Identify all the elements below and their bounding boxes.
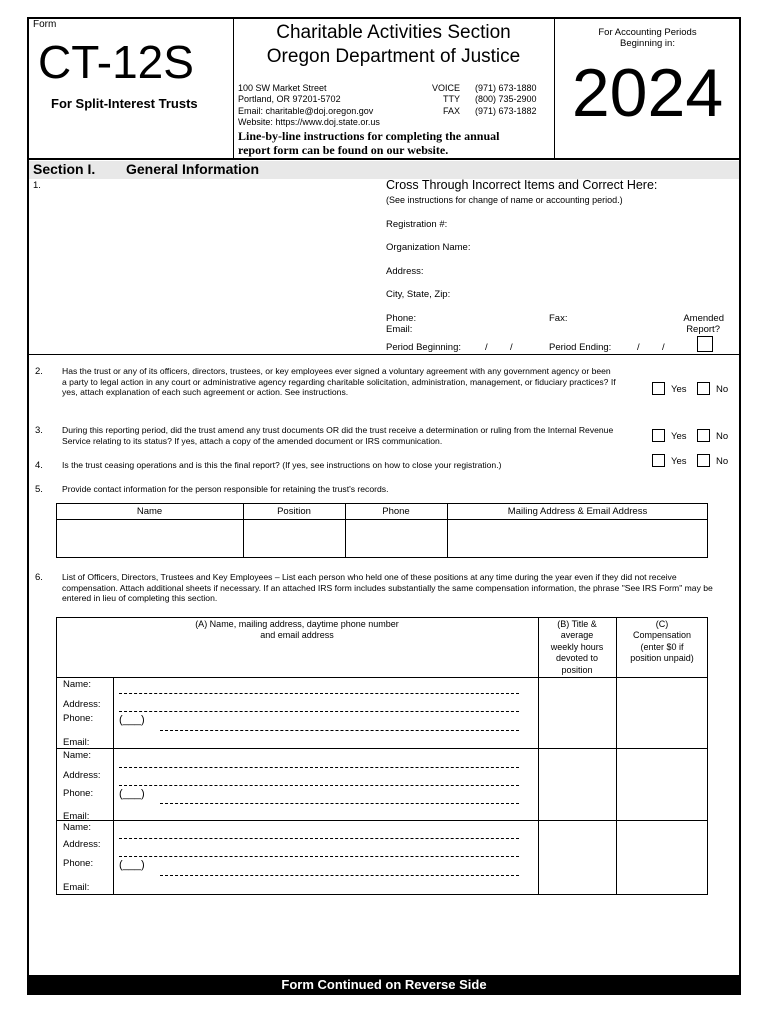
row2-phone-line[interactable] [160, 803, 519, 804]
q4-yes-checkbox[interactable] [652, 454, 665, 467]
phone-label: Phone: [386, 313, 417, 324]
row1-email-label: Email: [63, 737, 90, 748]
officers-col-b-line3: weekly hours [550, 642, 604, 652]
row3-email-label: Email: [63, 882, 90, 893]
officers-header-line [56, 677, 708, 678]
officers-col-b-line2: average [560, 630, 594, 640]
q3-text: During this reporting period, did the trust amend any trust documents OR did the trust receive a determination or ruling from the Internal Revenue Service relating to its status? If yes, attach a copy of the amended document or IRS communication. [62, 425, 614, 446]
q2-text: Has the trust or any of its officers, directors, trustees, or key employees ever signed a voluntary agreement with any government agency or been a party to legal action in any court or administrative agency regarding charitable solicitation, administration, management, or fiduciary practices? If yes, attach explanation of each such agreement or action. See instructions. [62, 366, 616, 397]
row2-address-line[interactable] [119, 785, 519, 786]
officers-col-b-line5: position [561, 665, 593, 675]
q4-yes-label: Yes [671, 456, 687, 467]
row3-phone-prefix: (___) [119, 859, 145, 871]
form-label: Form [33, 19, 57, 30]
form-number: CT-12S [38, 36, 194, 88]
item1-divider [27, 354, 741, 355]
row2-phone-prefix: (___) [119, 788, 145, 800]
row3-phone-label: Phone: [63, 858, 94, 869]
contact-header-name: Name [136, 506, 163, 517]
q4-text: Is the trust ceasing operations and is this the final report? (If yes, see instructions on how to close your registration.) [62, 460, 502, 470]
period-end-slash1: / [637, 342, 640, 353]
header-divider [27, 158, 741, 160]
tty-label: TTY [443, 94, 460, 104]
periods-line2: Beginning in: [620, 38, 675, 49]
q4-no-checkbox[interactable] [697, 454, 710, 467]
period-begin-slash2: / [510, 342, 513, 353]
instructions-line1: Line-by-line instructions for completing the annual [238, 129, 500, 143]
voice-label: VOICE [431, 83, 460, 93]
q3-no-label: No [716, 431, 729, 442]
cross-through-title: Cross Through Incorrect Items and Correct Here: [386, 178, 658, 192]
q3-number: 3. [35, 425, 43, 436]
fax-label: FAX [442, 106, 460, 116]
contact-position-field[interactable] [244, 520, 345, 557]
item1-number: 1. [33, 180, 41, 191]
contact-header-phone: Phone [382, 506, 410, 517]
q2-no-label: No [716, 384, 729, 395]
address-line1: 100 SW Market Street [238, 83, 327, 93]
agency-line1: Charitable Activities Section [276, 22, 511, 43]
period-begin-label: Period Beginning: [386, 342, 461, 353]
q4-no-label: No [716, 456, 729, 467]
contact-header-position: Position [277, 506, 311, 517]
row3-name-label: Name: [63, 822, 91, 833]
q2-no-checkbox[interactable] [697, 382, 710, 395]
instructions-line2: report form can be found on our website. [238, 143, 449, 157]
row2-name-label: Name: [63, 750, 91, 761]
officers-col-a-line1: (A) Name, mailing address, daytime phone number [195, 619, 399, 629]
row1-address-label: Address: [63, 699, 101, 710]
row1-phone-line[interactable] [160, 730, 519, 731]
officers-label-divider [113, 677, 114, 895]
periods-line1: For Accounting Periods [598, 27, 697, 38]
q2-yes-checkbox[interactable] [652, 382, 665, 395]
contact-address-field[interactable] [448, 520, 707, 557]
officers-col-c-line4: position unpaid) [630, 653, 694, 663]
q5-number: 5. [35, 484, 43, 495]
amended-label1: Amended [683, 313, 724, 324]
q6-number: 6. [35, 572, 43, 583]
footer-text: Form Continued on Reverse Side [281, 977, 487, 992]
agency-website: Website: https://www.doj.state.or.us [238, 117, 380, 127]
period-begin-slash1: / [485, 342, 488, 353]
cross-through-note: (See instructions for change of name or accounting period.) [386, 195, 623, 205]
agency-email: Email: charitable@doj.oregon.gov [238, 106, 374, 116]
section-subtitle: General Information [126, 161, 260, 177]
row1-phone-prefix: (___) [119, 714, 145, 726]
row2-address-label: Address: [63, 770, 101, 781]
officers-col-a-line2: and email address [260, 630, 334, 640]
form-year: 2024 [571, 55, 724, 131]
contact-header-address: Mailing Address & Email Address [507, 506, 648, 517]
period-end-slash2: / [662, 342, 665, 353]
row1-address-line[interactable] [119, 711, 519, 712]
officers-col-c-line2: Compensation [632, 630, 692, 640]
fax-number: (971) 673-1882 [475, 106, 537, 116]
row3-address-line[interactable] [119, 856, 519, 857]
q5-text: Provide contact information for the person responsible for retaining the trust's records. [62, 484, 389, 494]
contact-phone-field[interactable] [346, 520, 447, 557]
row1-phone-label: Phone: [63, 713, 94, 724]
officers-row2-line [56, 820, 708, 821]
period-end-label: Period Ending: [549, 342, 612, 353]
address-label: Address: [386, 266, 424, 277]
officers-col-c-line3: (enter $0 if [640, 642, 684, 652]
q3-yes-label: Yes [671, 431, 687, 442]
amended-checkbox[interactable] [697, 336, 713, 352]
officers-col-b-line4: devoted to [555, 653, 599, 663]
city-label: City, State, Zip: [386, 289, 451, 300]
q4-number: 4. [35, 460, 43, 471]
row3-phone-line[interactable] [160, 875, 519, 876]
registration-label: Registration #: [386, 219, 448, 230]
agency-line2: Oregon Department of Justice [266, 46, 521, 67]
row2-email-label: Email: [63, 811, 90, 822]
q3-yes-checkbox[interactable] [652, 429, 665, 442]
q6-text: List of Officers, Directors, Trustees and Key Employees – List each person who held one of these positions at any time during the year even if they did not receive compensation. Attach additional sheets if necessary. If an attached IRS form includes substantially the same compensation information, the phrase "See IRS Form" may be entered in lieu of completing this section. [62, 572, 713, 603]
q2-yes-label: Yes [671, 384, 687, 395]
row1-name-label: Name: [63, 679, 91, 690]
tty-number: (800) 735-2900 [475, 94, 537, 104]
q3-no-checkbox[interactable] [697, 429, 710, 442]
officers-col-b-line1: (B) Title & [557, 619, 597, 629]
officers-row1-line [56, 748, 708, 749]
fax-field-label: Fax: [549, 313, 568, 324]
q2-number: 2. [35, 366, 43, 377]
amended-label2: Report? [686, 324, 720, 335]
row3-name-line[interactable] [119, 838, 519, 839]
section-title: Section I. [33, 161, 96, 177]
officers-col-c-line1: (C) [655, 619, 669, 629]
form-subtitle: For Split-Interest Trusts [51, 96, 198, 111]
contact-name-field[interactable] [57, 520, 243, 557]
address-line2: Portland, OR 97201-5702 [238, 94, 341, 104]
voice-number: (971) 673-1880 [475, 83, 537, 93]
row3-address-label: Address: [63, 839, 101, 850]
row1-name-line[interactable] [119, 693, 519, 694]
email-label: Email: [386, 324, 413, 335]
row2-name-line[interactable] [119, 767, 519, 768]
org-name-label: Organization Name: [386, 242, 471, 253]
row2-phone-label: Phone: [63, 788, 94, 799]
